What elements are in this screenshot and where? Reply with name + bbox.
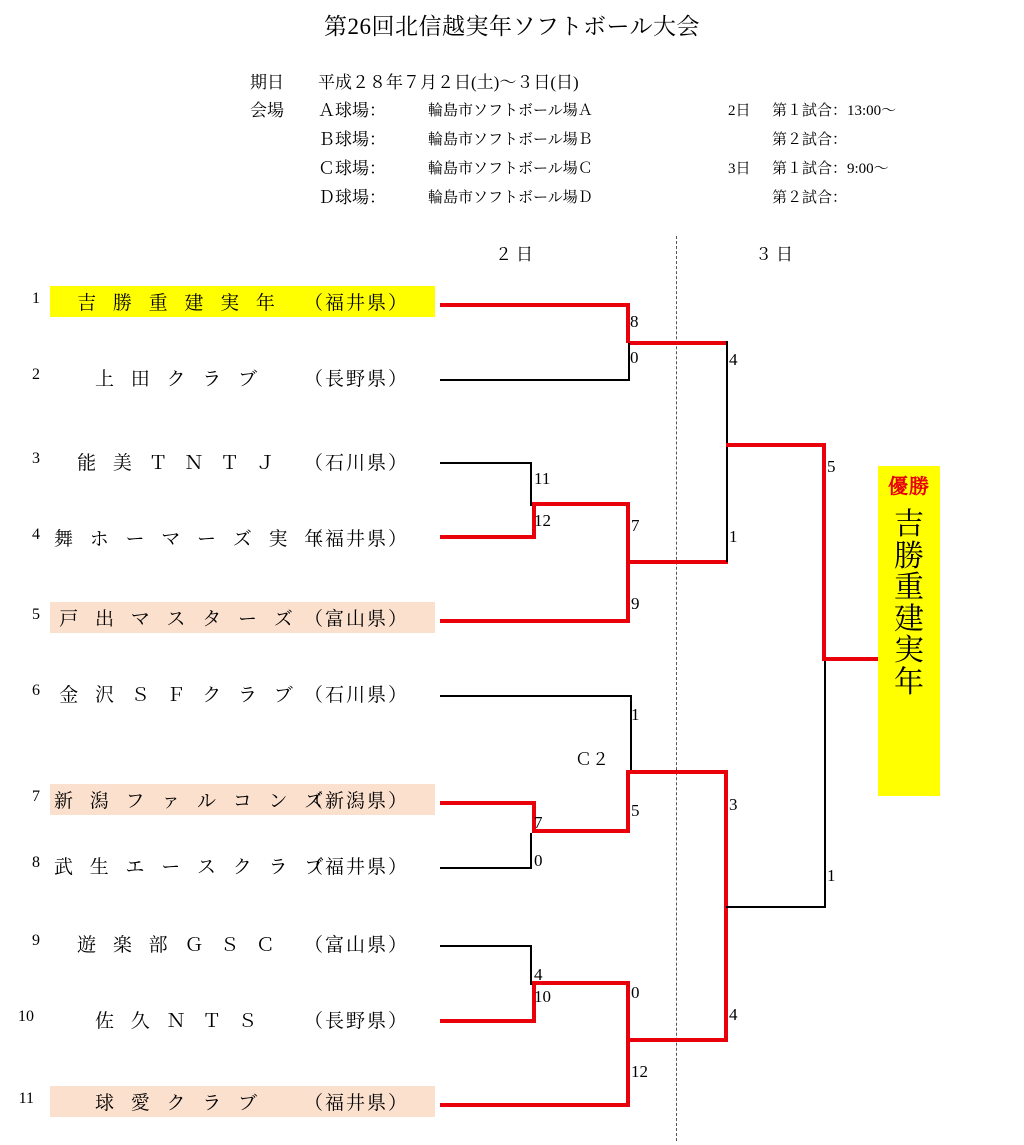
schedule-day2-game2: 第２試合： bbox=[772, 132, 848, 148]
seed-number: 2 bbox=[32, 366, 40, 383]
bracket-line bbox=[440, 1019, 536, 1023]
team-pref: （福井県） bbox=[304, 529, 410, 550]
team-name: 武 生 エ ー ス ク ラ ブ bbox=[54, 857, 330, 878]
score-label: 5 bbox=[827, 457, 836, 476]
team-pref: （福井県） bbox=[304, 293, 410, 314]
team-row bbox=[50, 850, 435, 881]
champion-char: 実 bbox=[894, 634, 924, 667]
venue-key-c: Ｃ球場： bbox=[318, 159, 386, 178]
team-name: 新 潟 フ ァ ル コ ン ズ bbox=[54, 791, 330, 812]
score-label: 4 bbox=[729, 350, 738, 369]
team-row bbox=[50, 678, 435, 709]
seed-number: 5 bbox=[32, 606, 40, 623]
team-pref: （長野県） bbox=[304, 369, 410, 390]
column-head-day2: ２日 bbox=[495, 245, 537, 264]
bracket-line bbox=[726, 906, 826, 908]
champion-char: 建 bbox=[894, 602, 924, 636]
score-label: 3 bbox=[729, 795, 738, 814]
day-separator bbox=[676, 236, 677, 1141]
seed-number: 4 bbox=[32, 526, 40, 543]
team-pref: （新潟県） bbox=[304, 791, 410, 812]
bracket-line bbox=[532, 829, 630, 833]
bracket-line bbox=[530, 833, 532, 869]
score-label: 1 bbox=[729, 527, 738, 546]
bracket-line bbox=[532, 981, 630, 985]
bracket-line bbox=[440, 379, 630, 381]
score-label: 4 bbox=[534, 965, 543, 984]
schedule-day3-game1: 第１試合：9:00〜 bbox=[772, 161, 889, 177]
team-name: 佐 久 Ｎ Ｔ Ｓ bbox=[94, 1011, 263, 1032]
champion-label: 優勝 bbox=[888, 476, 930, 498]
bracket-line bbox=[532, 502, 630, 506]
score-label: 12 bbox=[631, 1062, 648, 1081]
bracket-line bbox=[630, 1038, 728, 1042]
bracket-line bbox=[440, 945, 532, 947]
score-label: 4 bbox=[729, 1005, 738, 1024]
bracket-line bbox=[440, 1103, 630, 1107]
schedule-day2-game1: 第１試合：13:00〜 bbox=[772, 103, 897, 119]
team-pref: （石川県） bbox=[304, 685, 410, 706]
venue-key-a: Ａ球場： bbox=[318, 101, 386, 120]
champion-char: 吉 bbox=[894, 508, 924, 541]
score-label: 11 bbox=[534, 469, 551, 488]
team-row bbox=[50, 446, 435, 477]
date-value: 平成２８年７月２日(土)〜３日(日) bbox=[318, 73, 579, 92]
bracket-line bbox=[822, 443, 826, 661]
score-label: 0 bbox=[631, 983, 640, 1002]
team-row bbox=[50, 1004, 435, 1035]
score-label: 1 bbox=[827, 866, 836, 885]
team-row bbox=[50, 1086, 435, 1117]
seed-number: 7 bbox=[32, 788, 40, 805]
team-pref: （福井県） bbox=[304, 1093, 410, 1114]
champion-char: 重 bbox=[894, 571, 924, 604]
team-row bbox=[50, 602, 435, 633]
schedule-day3-game2: 第２試合： bbox=[772, 190, 848, 206]
bracket-line bbox=[530, 945, 532, 985]
seed-number: 6 bbox=[32, 682, 40, 699]
team-name: 戸 出 マ ス タ ー ズ bbox=[59, 609, 299, 630]
score-label: 5 bbox=[631, 801, 640, 820]
schedule-day3-label: 3日 bbox=[728, 161, 751, 177]
score-label: 0 bbox=[534, 851, 543, 870]
bracket-line bbox=[440, 303, 630, 307]
team-pref: （富山県） bbox=[304, 609, 410, 630]
team-pref: （長野県） bbox=[304, 1011, 410, 1032]
score-label: 10 bbox=[534, 987, 551, 1006]
bracket-line bbox=[824, 661, 826, 907]
venue-name-a: 輪島市ソフトボール場Ａ bbox=[428, 103, 593, 119]
team-row bbox=[50, 362, 435, 393]
score-label: 7 bbox=[534, 813, 543, 832]
team-row bbox=[50, 522, 435, 553]
bracket-line bbox=[440, 462, 532, 464]
bracket-line bbox=[530, 462, 532, 506]
bracket-line bbox=[626, 770, 630, 833]
team-pref: （富山県） bbox=[304, 935, 410, 956]
champion-name bbox=[878, 499, 940, 698]
team-name: 上 田 ク ラ ブ bbox=[94, 369, 263, 390]
team-name: 能 美 Ｔ Ｎ Ｔ Ｊ bbox=[77, 453, 281, 474]
team-row bbox=[50, 928, 435, 959]
team-name: 遊 楽 部 Ｇ Ｓ Ｃ bbox=[77, 935, 281, 956]
bracket-line bbox=[440, 695, 632, 697]
bracket-line bbox=[630, 770, 728, 774]
team-name: 舞 ホ ー マ ー ズ 実 年 bbox=[54, 529, 330, 550]
seed-number: 8 bbox=[32, 854, 40, 871]
venue-label: 会場 bbox=[250, 101, 284, 120]
seed-number: 1 bbox=[32, 290, 40, 307]
team-pref: （福井県） bbox=[304, 857, 410, 878]
bracket-line bbox=[440, 867, 532, 869]
venue-name-b: 輪島市ソフトボール場Ｂ bbox=[428, 132, 593, 148]
seed-number: 3 bbox=[32, 450, 40, 467]
score-label: 12 bbox=[534, 511, 551, 530]
date-label: 期日 bbox=[250, 73, 284, 92]
bracket-line bbox=[726, 341, 728, 562]
team-row bbox=[50, 784, 435, 815]
bracket-line bbox=[630, 560, 728, 564]
team-name: 吉 勝 重 建 実 年 bbox=[77, 293, 281, 314]
venue-key-d: Ｄ球場： bbox=[318, 188, 386, 207]
score-label: Ｃ２ bbox=[575, 750, 609, 769]
column-head-day3: ３日 bbox=[755, 245, 797, 264]
seed-number: 9 bbox=[32, 932, 40, 949]
score-label: 1 bbox=[631, 705, 640, 724]
team-name: 球 愛 ク ラ ブ bbox=[94, 1093, 263, 1114]
score-label: 7 bbox=[631, 516, 640, 535]
champion-char: 勝 bbox=[894, 539, 924, 573]
bracket-line bbox=[726, 443, 826, 447]
seed-number: 10 bbox=[18, 1008, 34, 1025]
score-label: 9 bbox=[631, 594, 640, 613]
team-row bbox=[50, 286, 435, 317]
bracket-line bbox=[626, 981, 630, 1107]
schedule-day2-label: 2日 bbox=[728, 103, 751, 119]
team-name: 金 沢 Ｓ Ｆ ク ラ ブ bbox=[59, 685, 299, 706]
bracket-line bbox=[822, 657, 880, 661]
venue-name-c: 輪島市ソフトボール場Ｃ bbox=[428, 161, 593, 177]
venue-key-b: Ｂ球場： bbox=[318, 130, 386, 149]
bracket-line bbox=[630, 341, 728, 345]
score-label: 8 bbox=[630, 312, 639, 331]
score-label: 0 bbox=[630, 348, 639, 367]
bracket-line bbox=[440, 535, 536, 539]
bracket-line bbox=[440, 619, 630, 623]
bracket-line bbox=[440, 801, 536, 805]
team-pref: （石川県） bbox=[304, 453, 410, 474]
champion-box bbox=[878, 466, 940, 796]
champion-char: 年 bbox=[894, 665, 924, 699]
venue-name-d: 輪島市ソフトボール場Ｄ bbox=[428, 190, 593, 206]
page-title: 第26回北信越実年ソフトボール大会 bbox=[323, 14, 701, 39]
seed-number: 11 bbox=[18, 1090, 34, 1107]
